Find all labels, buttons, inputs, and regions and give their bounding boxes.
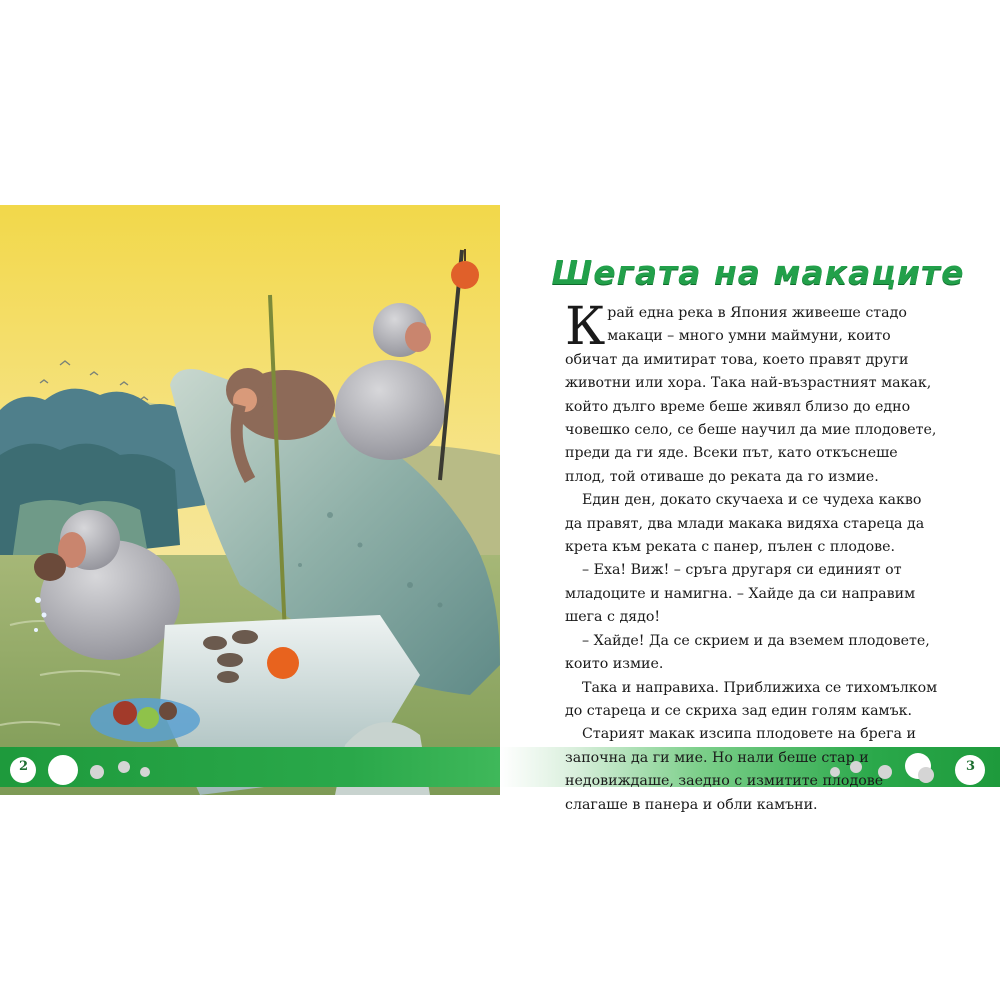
story-paragraph: Един ден, докато скучаеха и се чудеха какво да правят, два млади макака видяха стареца да крета към реката с панер, пълен с плодове. bbox=[565, 492, 925, 556]
story-title: Шегата на макаците bbox=[551, 253, 965, 292]
paw-print-icon bbox=[118, 761, 130, 773]
macaques-illustration bbox=[0, 205, 500, 795]
story-paragraph: Старият макак изсипа плодовете на брега и започна да ги мие. Но нали беше стар и недовиждаше, заедно с измитите плодове слагаше в панера и обли камъни. bbox=[565, 726, 916, 813]
story-paragraph: – Еха! Виж! – сръга другаря си единият от младоците и намигна. – Хайде да си направим шега с дядо! bbox=[565, 562, 916, 626]
footer-band-left bbox=[0, 747, 500, 787]
story-text bbox=[565, 297, 940, 817]
drop-cap: К bbox=[565, 297, 606, 357]
book-spread bbox=[0, 205, 1000, 813]
story-paragraph: Така и направиха. Приближиха се тихомълком до стареца и се скриха зад един голям камък. bbox=[565, 679, 938, 719]
page-number-left: 2 bbox=[19, 759, 29, 774]
paw-print-icon bbox=[48, 755, 78, 785]
paw-print-icon bbox=[140, 767, 150, 777]
story-paragraph: Край една река в Япония живееше стадо макаци – много умни маймуни, които обичат да имитират това, което правят други животни или хора. Така най-възрастният макак, който дълго време беше живял близо до едно човешко село, се беше научил да мие плодовете, преди да ги яде. Всеки път, като откъснеше плод, той отиваше до реката да го измие. bbox=[565, 297, 937, 485]
paw-print-icon bbox=[90, 765, 104, 779]
page-number-right: 3 bbox=[966, 759, 976, 774]
story-paragraph: – Хайде! Да се скрием и да вземем плодовете, които измие. bbox=[565, 632, 930, 673]
